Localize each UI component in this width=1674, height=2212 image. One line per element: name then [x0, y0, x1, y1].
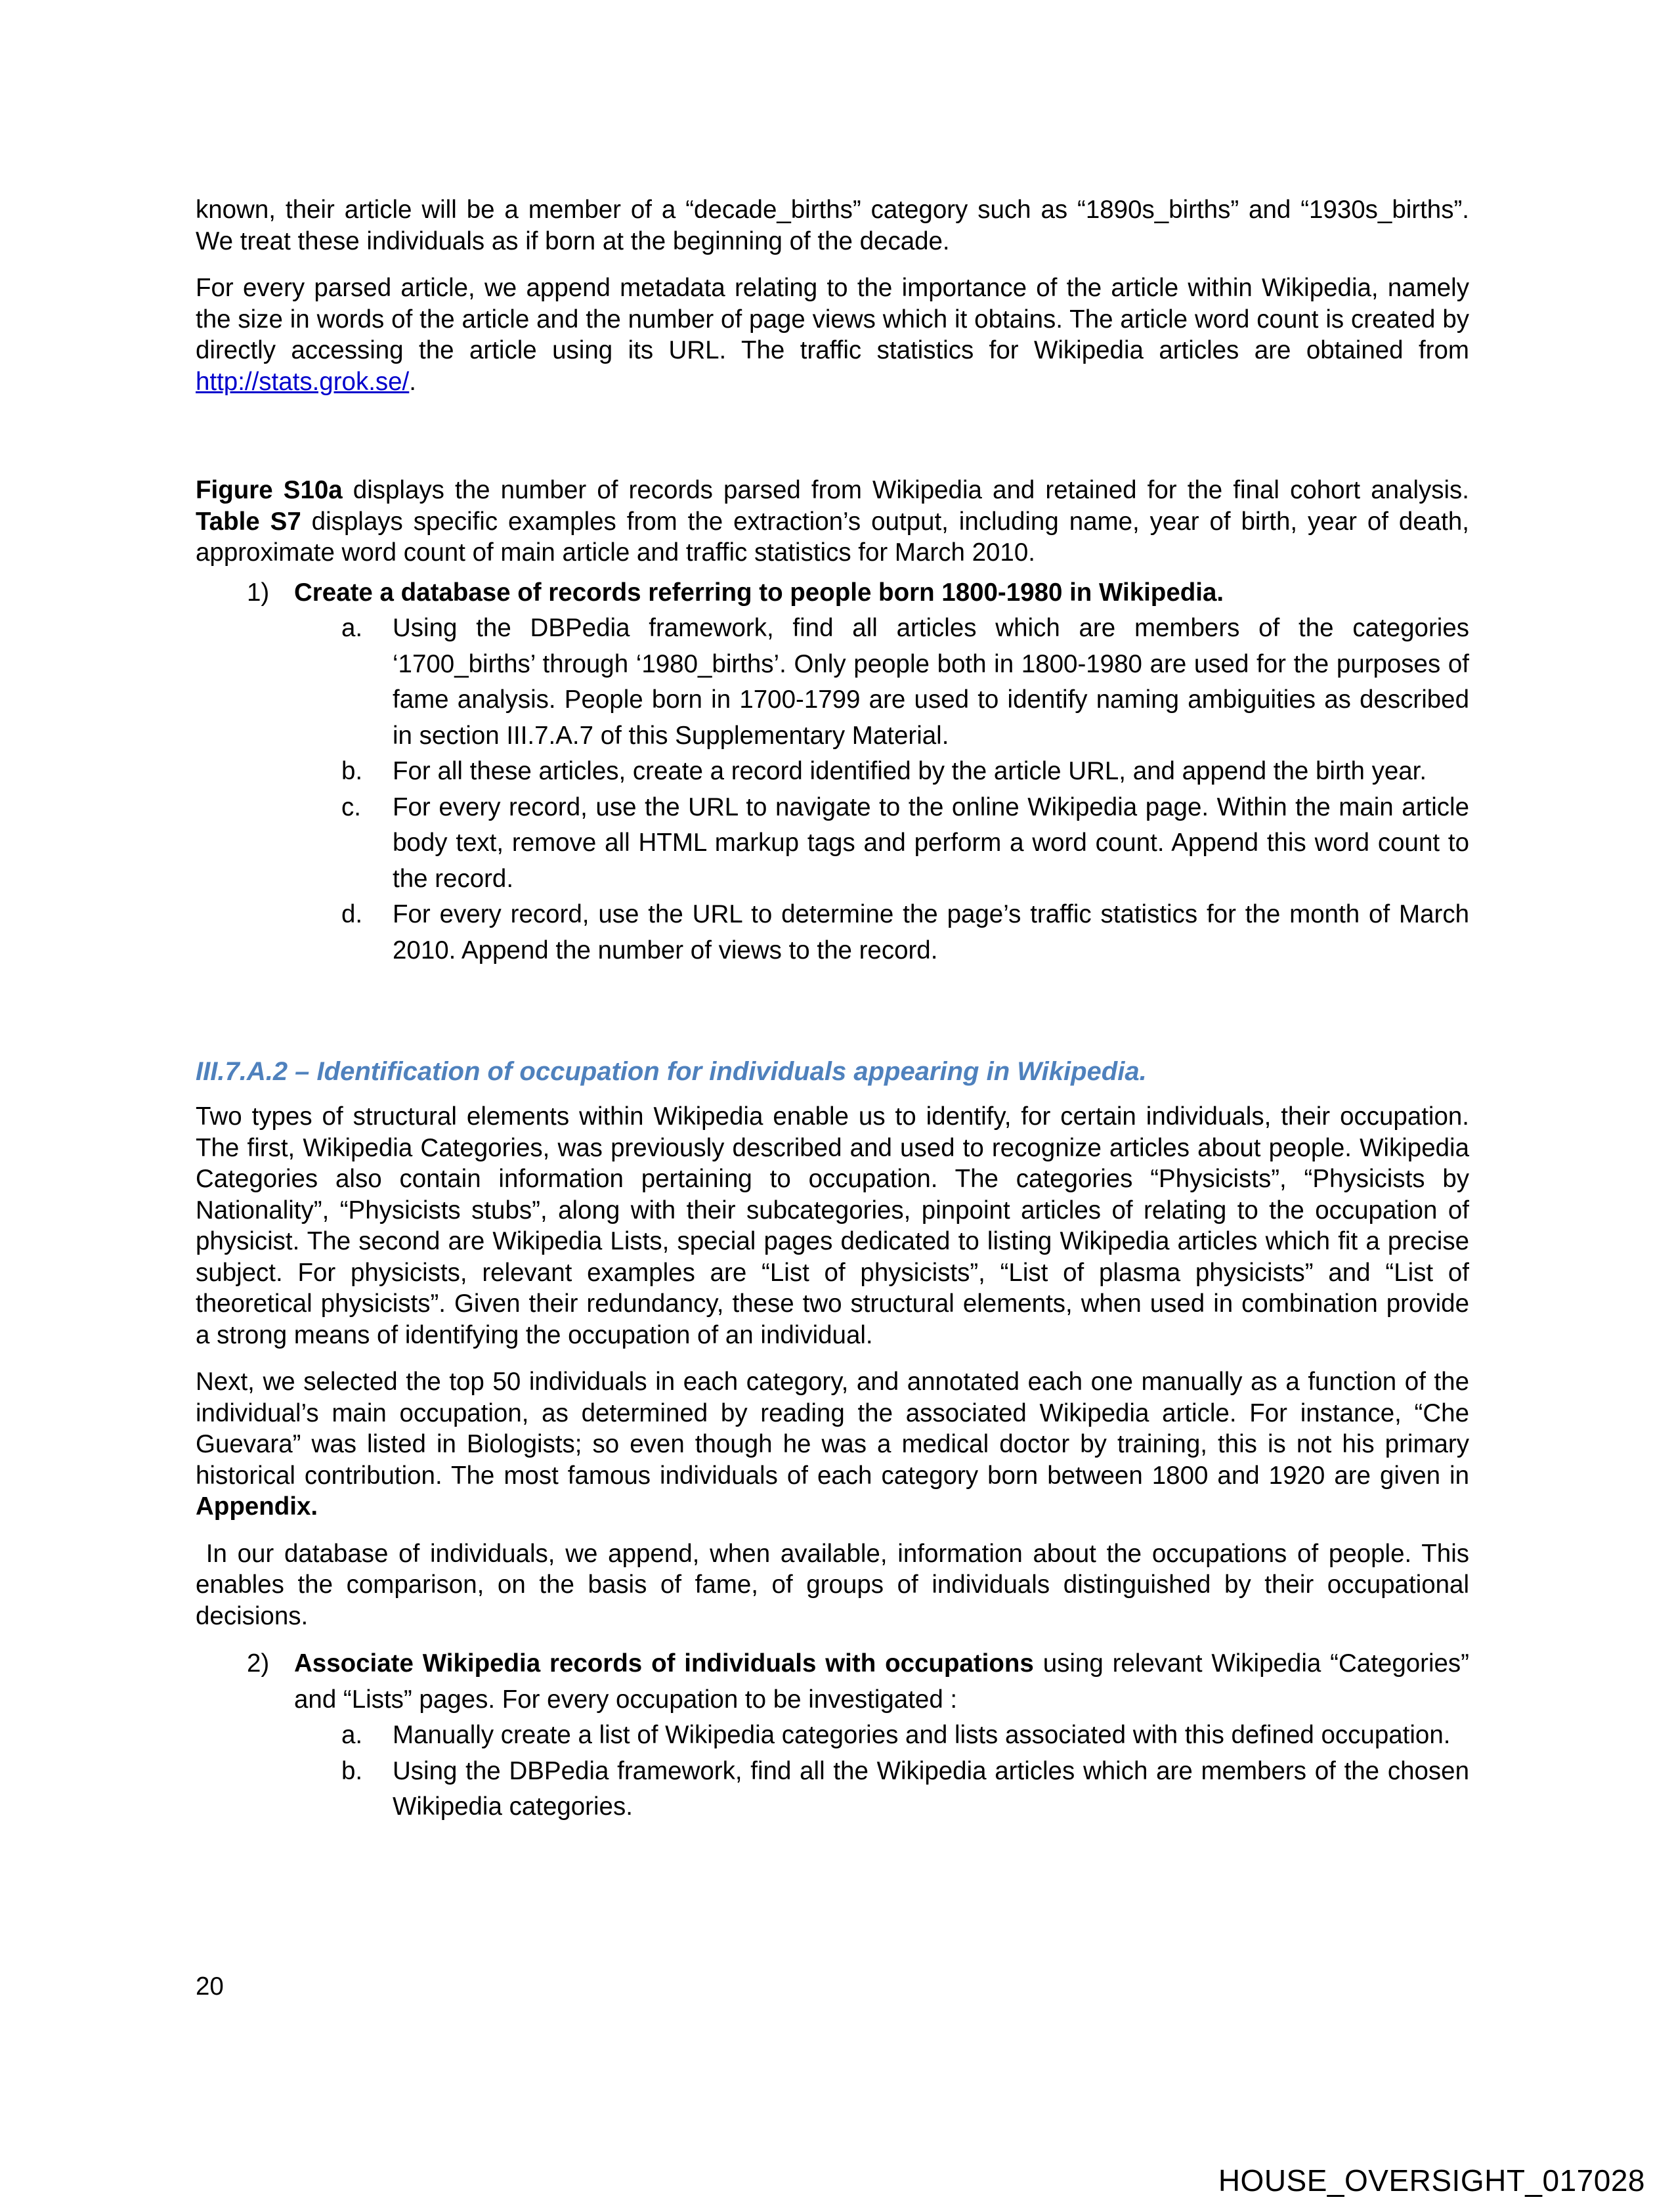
subitem-letter: d.: [341, 900, 363, 928]
section-heading-occupation: III.7.A.2 – Identification of occupation for individuals appearing in Wikipedia.: [196, 1057, 1147, 1086]
step-1-number: 1): [247, 578, 270, 607]
spacer: [196, 569, 1469, 575]
paragraph-top-50: [196, 1366, 1469, 1523]
step-2-description: using relevant Wikipedia “Categories” and “Lists” pages. For every occupation to be investigated :: [294, 1649, 1469, 1714]
document-body: [196, 194, 1476, 1825]
subitem-text: For every record, use the URL to navigate to the online Wikipedia page. Within the main article body text, remove all HTML markup tags and perform a word count. Append this word count to the record.: [393, 792, 1469, 893]
appendix-reference: Appendix.: [196, 1492, 318, 1521]
step-2-subitem-b: [196, 1754, 1469, 1825]
stats-grok-link[interactable]: http://stats.grok.se/: [196, 367, 410, 396]
subitem-letter: c.: [341, 792, 361, 821]
subitem-letter: b.: [341, 1756, 363, 1785]
subitem-text: Using the DBPedia framework, find all articles which are members of the categories ‘1700_births’ through ‘1980_births’. Only people both in 1800-1980 are used for the purposes of fame analysis. People born in 1700-1799 are used to identify naming ambiguities as described in section III.7.A.7 of this Supplementary Material.: [393, 614, 1469, 750]
page-number: 20: [196, 1972, 224, 2001]
figure-reference: Figure S10a: [196, 476, 343, 504]
step-1-subitem-b: [196, 754, 1469, 790]
spacer: [196, 1523, 1469, 1538]
spacer: [196, 1088, 1469, 1101]
paragraph-structural-elements: Two types of structural elements within Wikipedia enable us to identify, for certain individuals, their occupation. The first, Wikipedia Categories, was previously described and used to recognize articles about people. Wikipedia Categories also contain information pertaining to occupation. The categories “Physicists”, “Physicists by Nationality”, “Physicists stubs”, along with their subcategories, pinpoint articles of relating to the occupation of physicist. The second are Wikipedia Lists, special pages dedicated to listing Wikipedia articles which fit a precise subject. For physicists, relevant examples are “List of physicists”, “List of plasma physicists” and “List of theoretical physicists”. Given their redundancy, these two structural elements, when used in combination provide a strong means of identifying the occupation of an individual.: [196, 1102, 1469, 1349]
step-2-title: Associate Wikipedia records of individuals with occupations: [294, 1649, 1034, 1678]
paragraph-figure-text-1: displays the number of records parsed from Wikipedia and retained for the final cohort analysis.: [342, 476, 1469, 504]
subitem-text: Manually create a list of Wikipedia categories and lists associated with this defined occupation.: [393, 1721, 1451, 1749]
step-2-number: 2): [247, 1649, 270, 1678]
paragraph-decade-births: known, their article will be a member of a “decade_births” category such as “1890s_births” and “1930s_births”. We treat these individuals as if born at the beginning of the decade.: [196, 196, 1469, 255]
step-1-subitem-d: [196, 897, 1469, 968]
spacer: [196, 1632, 1469, 1646]
paragraph-top-50-text: Next, we selected the top 50 individuals in each category, and annotated each one manually as a function of the individual’s main occupation, as determined by reading the associated Wikipedia article. For instance, “Che Guevara” was listed in Biologists; so even though he was a medical doctor by training, this is not his primary historical contribution. The most famous individuals of each category born between 1800 and 1920 are given in: [196, 1368, 1469, 1490]
subitem-letter: b.: [341, 757, 363, 785]
spacer: [196, 1351, 1469, 1366]
subitem-text: For all these articles, create a record identified by the article URL, and append the birth year.: [393, 757, 1427, 785]
spacer: [196, 257, 1469, 272]
subitem-letter: a.: [341, 1721, 363, 1749]
step-2-subitem-a: [196, 1718, 1469, 1754]
spacer: [196, 968, 1469, 1055]
subitem-text: For every record, use the URL to determine the page’s traffic statistics for the month of March 2010. Append the number of views to the record.: [393, 900, 1469, 965]
paragraph-occupation-database: In our database of individuals, we append, when available, information about the occupations of people. This enables the comparison, on the basis of fame, of groups of individuals distinguished by their occupational decisions.: [196, 1539, 1476, 1630]
step-1-subitem-a: [196, 611, 1469, 754]
paragraph-metadata: [196, 272, 1469, 397]
paragraph-figure-s10a: [196, 475, 1469, 569]
paragraph-metadata-tail: .: [409, 367, 416, 396]
step-1: [196, 575, 1469, 969]
step-1-title: Create a database of records referring to people born 1800-1980 in Wikipedia.: [294, 578, 1224, 607]
paragraph-metadata-text: For every parsed article, we append metadata relating to the importance of the article within Wikipedia, namely the size in words of the article and the number of page views which it obtains. The article word count is created by directly accessing the article using its URL. The traffic statistics for Wikipedia articles are obtained from: [196, 274, 1469, 364]
subitem-letter: a.: [341, 614, 363, 642]
spacer: [196, 397, 1469, 475]
step-2: [196, 1646, 1469, 1825]
bates-stamp: HOUSE_OVERSIGHT_017028: [1218, 2163, 1645, 2198]
step-1-subitem-c: [196, 790, 1469, 898]
paragraph-figure-text-2: displays specific examples from the extraction’s output, including name, year of birth, year of death, approximate word count of main article and traffic statistics for March 2010.: [196, 507, 1469, 567]
subitem-text: Using the DBPedia framework, find all the Wikipedia articles which are members of the chosen Wikipedia categories.: [393, 1756, 1469, 1821]
table-reference: Table S7: [196, 507, 301, 536]
